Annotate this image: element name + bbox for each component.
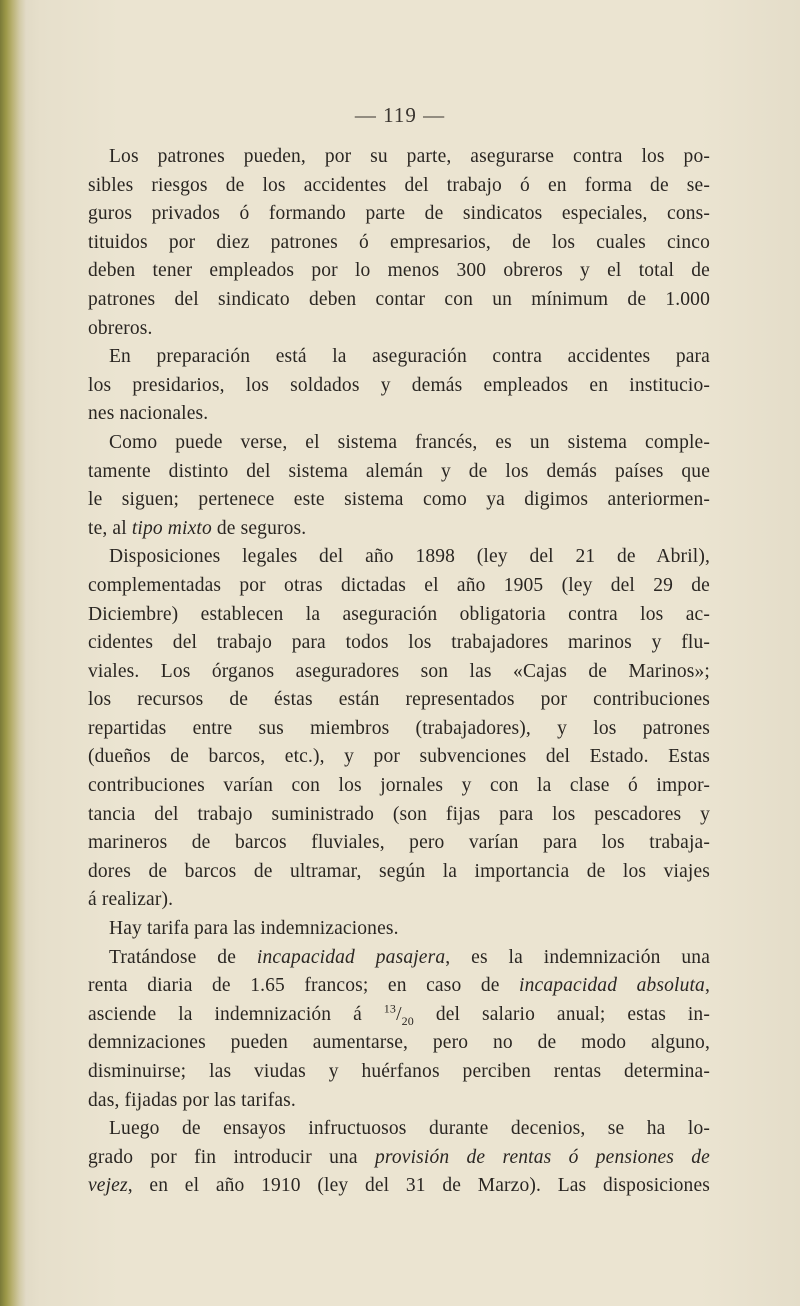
text-line: sibles riesgos de los accidentes del trabajo ó en forma de se- [88, 174, 710, 196]
text-line: Luego de ensayos infructuosos durante decenios, se ha lo- [109, 1118, 710, 1140]
text-line-italic-phrase: renta diaria de 1.65 francos; en caso de incapacidad absoluta, [88, 975, 710, 997]
text-line: le siguen; pertenece este sistema como ya digimos anteriormen- [88, 489, 710, 511]
text-line: Disposiciones legales del año 1898 (ley del 21 de Abril), [109, 546, 710, 568]
text-line: contribuciones varían con los jornales y con la clase ó impor- [88, 775, 710, 797]
text-line: tancia del trabajo suministrado (son fijas para los pescadores y [88, 803, 710, 825]
text-line: viales. Los órganos aseguradores son las «Cajas de Marinos»; [88, 660, 710, 682]
text-line: marineros de barcos fluviales, pero varían para los trabaja- [88, 832, 710, 854]
text-line: En preparación está la aseguración contra accidentes para [109, 346, 710, 368]
text-line: demnizaciones pueden aumentarse, pero no de modo alguno, [88, 1032, 710, 1054]
page-binding-edge [0, 0, 26, 1306]
text-line: guros privados ó formando parte de sindicatos especiales, cons- [88, 203, 710, 225]
text-line: Como puede verse, el sistema francés, es un sistema comple- [109, 431, 710, 453]
body-text [88, 143, 710, 1201]
text-line: patrones del sindicato deben contar con un mínimum de 1.000 [88, 288, 710, 310]
page-number: — 119 — [354, 103, 446, 127]
text-line: á realizar). [88, 889, 174, 911]
text-line: nes nacionales. [88, 403, 209, 425]
text-line: dores de barcos de ultramar, según la importancia de los viajes [88, 860, 710, 882]
text-line: disminuirse; las viudas y huérfanos perciben rentas determina- [88, 1061, 710, 1082]
text-line: cidentes del trabajo para todos los trabajadores marinos y flu- [88, 632, 710, 654]
text-line-fraction: asciende la indemnización á $^{13}/_{20}$ del salario anual; estas in- [88, 1001, 710, 1028]
text-line: complementadas por otras dictadas el año 1905 (ley del 29 de [88, 574, 710, 596]
text-line: los recursos de éstas están representados por contribuciones [88, 689, 710, 711]
text-line-italic-phrase: vejez, en el año 1910 (ley del 31 de Marzo). Las disposiciones [88, 1175, 710, 1197]
text-line-italic-phrase: grado por fin introducir una provisión de rentas ó pensiones de [88, 1146, 710, 1168]
text-line-italic-phrase: te, al tipo mixto de seguros. [88, 517, 307, 539]
text-line: Los patrones pueden, por su parte, asegurarse contra los po- [109, 146, 710, 167]
text-line: Diciembre) establecen la aseguración obligatoria contra los ac- [88, 603, 710, 625]
text-line: tamente distinto del sistema alemán y de los demás países que [88, 460, 710, 482]
text-line: tituidos por diez patrones ó empresarios, de los cuales cinco [88, 231, 710, 253]
text-line: das, fijadas por las tarifas. [88, 1089, 296, 1111]
text-line: obreros. [88, 317, 153, 339]
text-line: los presidarios, los soldados y demás empleados en institucio- [88, 374, 710, 396]
text-line: repartidas entre sus miembros (trabajadores), y los patrones [88, 717, 710, 739]
text-line: (dueños de barcos, etc.), y por subvenciones del Estado. Estas [88, 746, 710, 768]
text-line-italic-phrase: Tratándose de incapacidad pasajera, es la indemnización una [109, 946, 710, 968]
text-line: Hay tarifa para las indemnizaciones. [109, 918, 399, 940]
text-line: deben tener empleados por lo menos 300 obreros y el total de [88, 260, 710, 282]
